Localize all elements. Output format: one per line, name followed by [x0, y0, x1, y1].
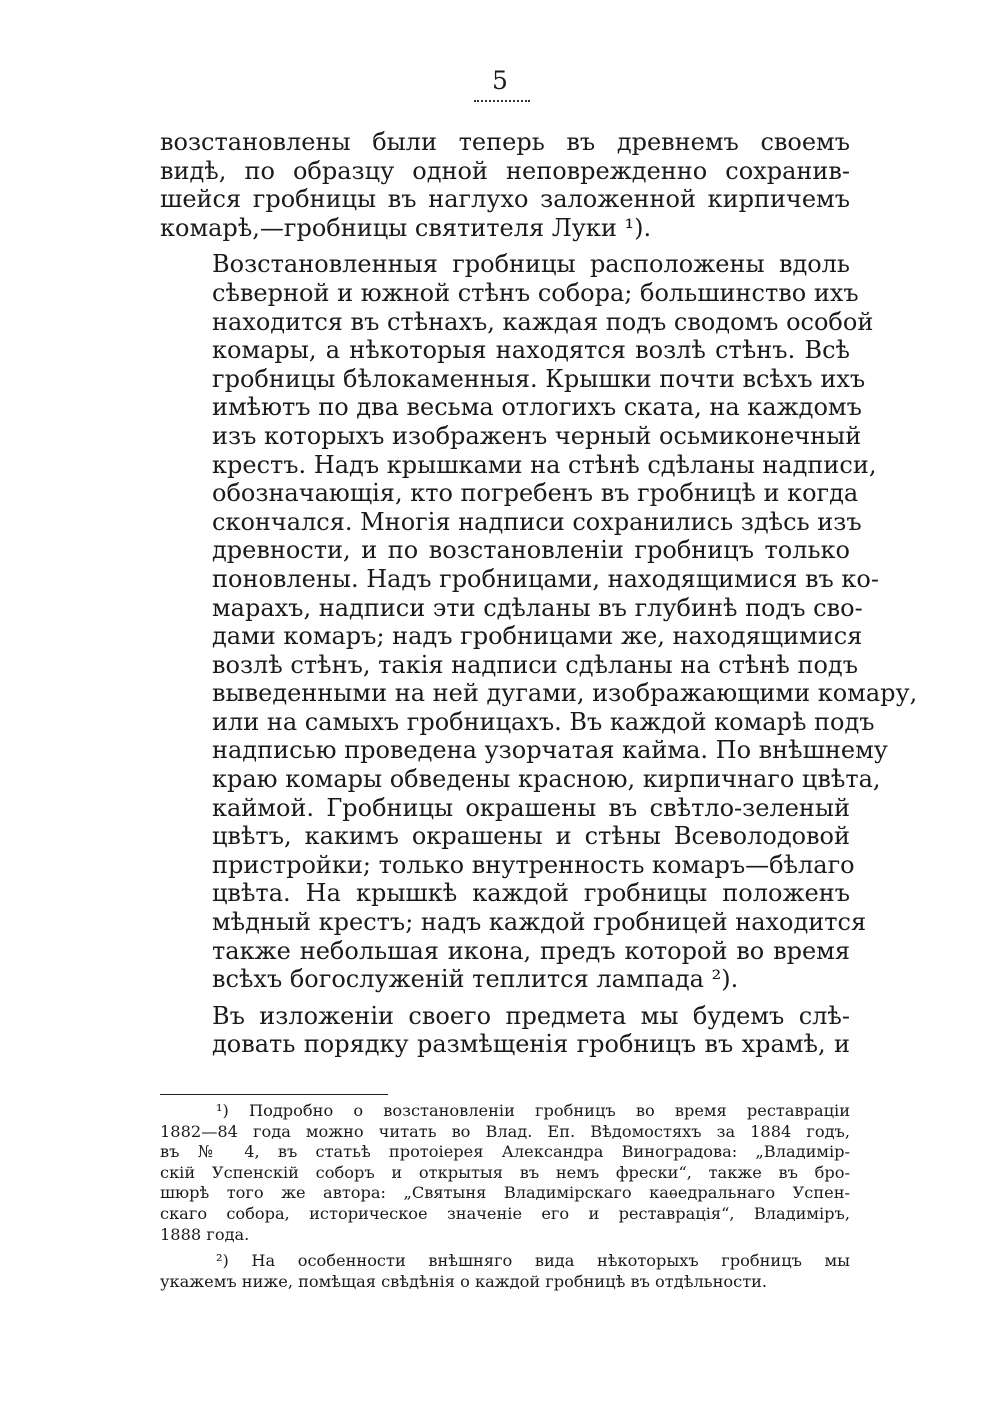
footnotes: [160, 1101, 850, 1292]
footnote-1: [160, 1101, 850, 1245]
footnote-line: укажемъ ниже, помѣщая свѣдѣнія о каждой гробницѣ въ отдѣльности.: [160, 1271, 768, 1291]
text-line: каймой. Гробницы окрашены въ свѣтло-зеленый: [212, 793, 850, 822]
text-line: находится въ стѣнахъ, каждая подъ сводомъ особой: [212, 307, 874, 336]
footnote-line: ²) На особенности внѣшняго вида нѣкоторыхъ гробницъ мы: [216, 1251, 850, 1271]
text-line: возстановлены были теперь въ древнемъ своемъ: [160, 128, 850, 156]
text-line: или на самыхъ гробницахъ. Въ каждой комарѣ подъ: [212, 707, 875, 736]
text-line: возлѣ стѣнъ, такія надписи сдѣланы на стѣнѣ подъ: [212, 650, 858, 679]
text-line: гробницы бѣлокаменныя. Крышки почти всѣхъ ихъ: [212, 364, 866, 393]
text-line: марахъ, надписи эти сдѣланы въ глубинѣ подъ сво-: [212, 593, 863, 622]
text-line: всѣхъ богослуженій теплится лампада ²).: [212, 965, 739, 994]
footnote-line: 1888 года.: [160, 1224, 250, 1244]
text-line: Возстановленныя гробницы расположены вдоль: [212, 250, 850, 279]
footnote-line: ¹) Подробно о возстановленіи гробницъ во время реставраціи: [216, 1101, 850, 1120]
text-line: имѣютъ по два весьма отлогихъ ската, на каждомъ: [212, 393, 862, 422]
text-line: изъ которыхъ изображенъ черный осьмиконечный: [212, 421, 862, 450]
page-number-dotted-rule: [474, 100, 530, 102]
text-line: комарѣ,—гробницы святителя Луки ¹).: [160, 213, 652, 242]
footnote-separator: [160, 1094, 388, 1095]
text-line: краю комары обведены красною, кирпичнаго цвѣта,: [212, 765, 881, 794]
footnote-line: въ № 4, въ статьѣ протоіерея Александра Виноградова: „Владимір-: [160, 1142, 850, 1162]
text-line: шейся гробницы въ наглухо заложенной кирпичемъ: [160, 185, 850, 214]
text-line: выведенными на ней дугами, изображающими комару,: [212, 679, 918, 708]
footnote-line: скаго собора, историческое значеніе его и реставрація“, Владиміръ,: [160, 1203, 850, 1223]
text-line: комары, а нѣкоторыя находятся возлѣ стѣнъ. Всѣ: [212, 336, 850, 365]
paragraph-1: [160, 128, 850, 242]
text-line: видѣ, по образцу одной неповрежденно сохранив-: [160, 156, 850, 185]
text-line: крестъ. Надъ крышками на стѣнѣ сдѣланы надписи,: [212, 450, 877, 479]
paragraph-3: [160, 1002, 850, 1059]
paragraph-2: [160, 250, 918, 994]
text-line: также небольшая икона, предъ которой во время: [212, 936, 850, 965]
text-line: цвѣтъ, какимъ окрашены и стѣны Всеволодовой: [212, 822, 850, 851]
text-line: обозначающія, кто погребенъ въ гробницѣ и когда: [212, 479, 859, 508]
page-number: 5: [492, 66, 508, 95]
text-line: пристройки; только внутренность комаръ—бѣлаго: [212, 850, 855, 879]
text-line: скончался. Многія надписи сохранились здѣсь изъ: [212, 507, 862, 536]
text-line: мѣдный крестъ; надъ каждой гробницей находится: [212, 908, 867, 937]
text-line: довать порядку размѣщенія гробницъ въ храмѣ, и: [212, 1030, 850, 1059]
footnote-2: [160, 1251, 850, 1292]
text-line: сѣверной и южной стѣнъ собора; большинство ихъ: [212, 278, 859, 307]
footnote-line: 1882—84 года можно читать во Влад. Еп. Вѣдомостяхъ за 1884 годъ,: [160, 1121, 850, 1141]
footnote-line: скій Успенскій соборъ и открытыя въ немъ фрески“, также въ бро-: [160, 1162, 850, 1182]
footnote-line: шюрѣ того же автора: „Святыня Владимірскаго каѳедральнаго Успен-: [160, 1183, 850, 1203]
text-line: древности, и по возстановленіи гробницъ только: [212, 536, 850, 565]
main-text: [160, 128, 918, 1059]
text-line: дами комаръ; надъ гробницами же, находящимися: [212, 622, 863, 651]
text-line: цвѣта. На крышкѣ каждой гробницы положенъ: [212, 879, 850, 908]
text-line: надписью проведена узорчатая кайма. По внѣшнему: [212, 736, 888, 765]
text-line: поновлены. Надъ гробницами, находящимися въ ко-: [212, 564, 879, 593]
text-line: Въ изложеніи своего предмета мы будемъ слѣ-: [212, 1001, 850, 1030]
